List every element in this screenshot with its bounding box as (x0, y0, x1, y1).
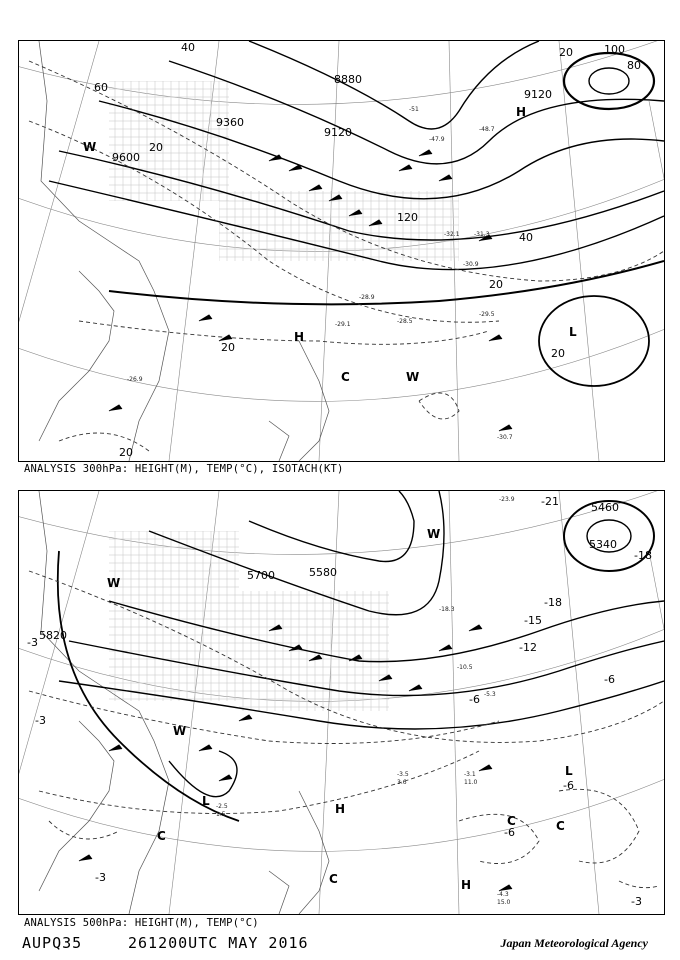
temp-label: -29.5 (479, 311, 495, 318)
isotherm-label: -18 (634, 549, 652, 562)
warm-center: W (173, 724, 187, 738)
grid-shading-500 (109, 531, 389, 711)
cold-center: C (341, 370, 350, 384)
temp-label: -31.3 (474, 231, 490, 238)
temp-label: -28.9 (359, 294, 375, 301)
low-center: L (569, 325, 577, 339)
temp-label: -26.9 (127, 376, 143, 383)
product-code: AUPQ35 (22, 934, 83, 952)
temp-label: 1.5 (216, 811, 226, 818)
height-label: 5820 (39, 629, 67, 642)
isotach-label: 20 (559, 46, 573, 59)
temp-label: -29.1 (335, 321, 351, 328)
temp-label: -51 (409, 106, 419, 113)
temp-label: -32.1 (444, 231, 460, 238)
isotherm-label: -6 (563, 779, 574, 792)
temp-label: -18.3 (439, 606, 455, 613)
isotach-label: 20 (551, 347, 565, 360)
height-label: 9120 (324, 126, 352, 139)
height-label: 5460 (591, 501, 619, 514)
temp-label: -30.7 (497, 434, 513, 441)
temp-label: -23.9 (499, 496, 515, 503)
isotach-label: 20 (119, 446, 133, 459)
isotach-label: 80 (627, 59, 641, 72)
temp-label: -48.7 (479, 126, 495, 133)
temp-label: -3.5 (397, 771, 409, 778)
height-label: 9600 (112, 151, 140, 164)
temp-label: 11.0 (464, 779, 478, 786)
height-label: 9120 (524, 88, 552, 101)
isotherm-label: -15 (524, 614, 542, 627)
warm-center: W (83, 140, 97, 154)
temp-label: -4.3 (497, 891, 509, 898)
cold-center: C (329, 872, 338, 886)
caption-300hpa: ANALYSIS 300hPa: HEIGHT(M), TEMP(°C), ISOTACH(KT) (24, 463, 344, 475)
map-300hpa-drawing (19, 41, 664, 461)
isotach-label: 100 (604, 43, 625, 56)
cold-center: C (556, 819, 565, 833)
temp-label: -47.9 (429, 136, 445, 143)
isotherm-label: -12 (519, 641, 537, 654)
isotach-label: 20 (489, 278, 503, 291)
isotherm-label: -3 (27, 636, 38, 649)
temp-label: 3.6 (397, 779, 407, 786)
isotherm-label: -3 (631, 895, 642, 908)
agency-name: Japan Meteorological Agency (500, 936, 648, 950)
isotach-label: 20 (221, 341, 235, 354)
height-label: 5700 (247, 569, 275, 582)
temp-label: -2.5 (216, 803, 228, 810)
cold-center: C (507, 814, 516, 828)
valid-time: 261200UTC MAY 2016 (128, 934, 309, 952)
isotherm-label: -3 (95, 871, 106, 884)
map-500hpa (18, 490, 665, 915)
isotach-label: 40 (181, 41, 195, 54)
height-label: 9360 (216, 116, 244, 129)
high-center: H (294, 330, 305, 344)
isotherm-label: -21 (541, 495, 559, 508)
warm-center: W (107, 576, 121, 590)
high-center: H (461, 878, 472, 892)
warm-center: W (427, 527, 441, 541)
isotach-label: 60 (94, 81, 108, 94)
isotherm-label: -18 (544, 596, 562, 609)
temp-label: -5.3 (484, 691, 496, 698)
temp-label: -28.5 (397, 318, 413, 325)
high-center: H (516, 105, 527, 119)
temp-label: -10.5 (457, 664, 473, 671)
isotherm-label: -6 (604, 673, 615, 686)
temp-label: 15.0 (497, 899, 511, 906)
low-center: L (565, 764, 573, 778)
isotach-label: 120 (397, 211, 418, 224)
map-500hpa-drawing (19, 491, 664, 914)
isotach-label: 40 (519, 231, 533, 244)
map-300hpa (18, 40, 665, 462)
cold-center: C (157, 829, 166, 843)
warm-center: W (406, 370, 420, 384)
caption-500hpa: ANALYSIS 500hPa: HEIGHT(M), TEMP(°C) (24, 917, 259, 929)
high-center: H (335, 802, 346, 816)
isotach-label: 20 (149, 141, 163, 154)
temp-label: -30.9 (463, 261, 479, 268)
low-center: L (202, 794, 210, 808)
isotherm-label: -6 (504, 826, 515, 839)
height-label: 5340 (589, 538, 617, 551)
isotherm-label: -3 (35, 714, 46, 727)
isotherm-label: -6 (469, 693, 480, 706)
height-label: 8880 (334, 73, 362, 86)
isotach-shading-300 (109, 81, 459, 261)
height-label: 5580 (309, 566, 337, 579)
temp-label: -3.1 (464, 771, 476, 778)
